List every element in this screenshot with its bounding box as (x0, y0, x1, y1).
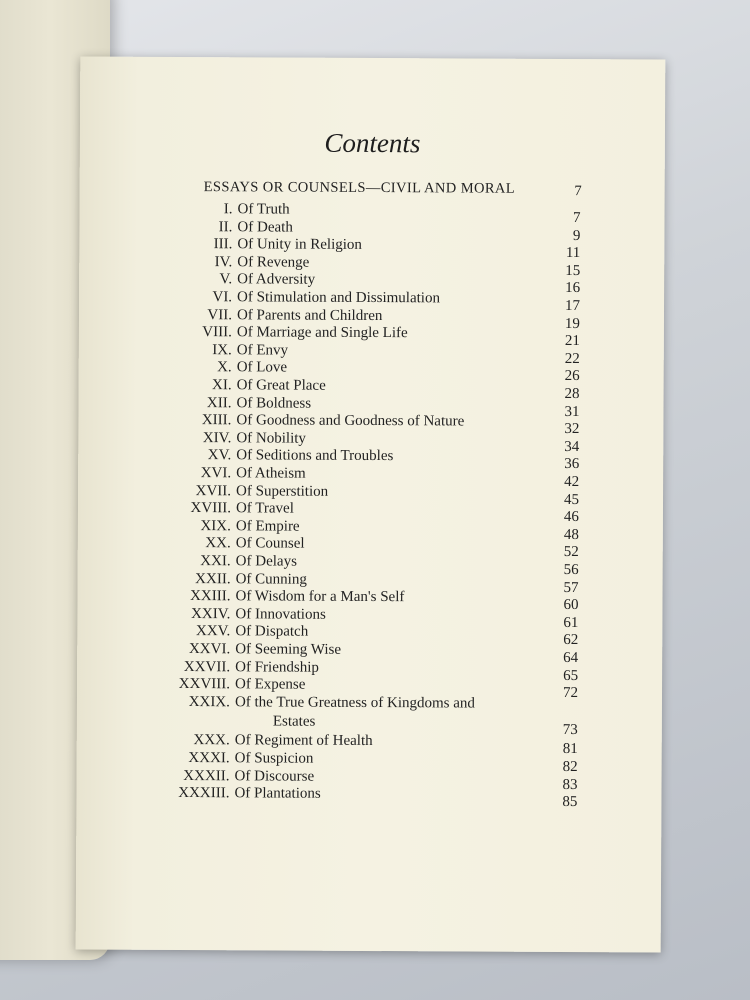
entry-title: Of Great Place (236, 377, 326, 394)
entry-numeral: VI. (212, 289, 233, 306)
entry-title: Of Expense (235, 676, 306, 693)
entry-title: Of Death (237, 218, 293, 236)
entry-page-number: 64 (563, 650, 579, 667)
entry-page-number: 19 (564, 315, 580, 332)
entry-title: Of Envy (236, 342, 289, 359)
entry-page-number: 57 (563, 579, 579, 596)
entry-title: Of Regiment of Health (234, 732, 373, 750)
entry-page-number: 56 (563, 562, 579, 579)
entry-numeral: XXX. (193, 732, 230, 749)
entry-page-number: 46 (563, 509, 579, 526)
entry-numeral: X. (217, 359, 232, 376)
entry-numeral: XXXI. (188, 749, 230, 767)
entry-title: Of Counsel (235, 535, 305, 553)
entry-numeral: XI. (212, 377, 232, 394)
entry-title: Of Dispatch (235, 623, 309, 641)
entry-page-number: 72 (562, 685, 579, 702)
entry-page-number: 52 (563, 544, 579, 561)
entry-title: Of Seditions and Troubles (236, 447, 394, 465)
entry-numeral: XXIX. (188, 693, 231, 711)
entry-numeral: III. (213, 236, 233, 253)
entry-numeral: V. (219, 271, 233, 288)
entry-numeral: XXVII. (183, 658, 231, 675)
entry-title: Of Delays (235, 553, 297, 570)
entry-title: Of Goodness and Goodness of Nature (236, 412, 465, 430)
entry-title: Of Atheism (236, 465, 306, 482)
entry-title: Of Superstition (236, 482, 329, 500)
entry-page-number: 7 (572, 210, 581, 227)
entry-title: Of Revenge (237, 254, 310, 271)
entry-page-number: 22 (564, 350, 580, 367)
entry-title: Of the True Greatness of Kingdoms and (234, 694, 475, 712)
entry-numeral: XXVI. (188, 641, 231, 658)
entry-numeral: II. (218, 218, 233, 235)
entry-page-number: 82 (562, 758, 578, 775)
entry-title: Of Cunning (235, 570, 307, 588)
entry-page-number: 28 (564, 386, 580, 403)
entry-numeral: VII. (207, 306, 233, 323)
entry-title: Of Innovations (235, 606, 326, 623)
entry-title-continuation: Estates (272, 713, 316, 730)
section-heading: ESSAYS OR COUNSELS—CIVIL AND MORAL (203, 179, 516, 197)
entry-page-number: 42 (564, 474, 580, 491)
entry-numeral: XXII. (195, 570, 231, 587)
entry-page-number: 60 (563, 597, 579, 614)
entry-page-number: 61 (563, 614, 579, 631)
entry-title: Of Friendship (235, 658, 319, 676)
toc-list (76, 200, 664, 843)
entry-numeral: XVI. (200, 465, 232, 482)
entry-page-number: 45 (563, 491, 580, 508)
entry-title: Of Plantations (234, 785, 321, 802)
entry-numeral: XIV. (202, 429, 232, 447)
entry-page-number: 26 (564, 368, 580, 385)
entry-numeral: XX. (205, 535, 231, 552)
entry-numeral: VIII. (202, 324, 232, 341)
entry-numeral: IX. (212, 341, 232, 359)
entry-numeral: XXIII. (190, 588, 231, 605)
entry-page-number: 36 (564, 456, 580, 473)
entry-page-number: 73 (562, 721, 578, 738)
toc-entry (77, 693, 662, 738)
entry-title: Of Nobility (236, 430, 306, 447)
entry-numeral: IV. (214, 253, 233, 271)
entry-title: Of Adversity (237, 271, 316, 289)
entry-numeral: I. (223, 201, 233, 218)
entry-numeral: XIX. (200, 517, 231, 535)
entry-title: Of Truth (237, 201, 290, 218)
entry-page-number: 31 (564, 403, 580, 420)
section-page-number: 7 (574, 183, 582, 200)
entry-numeral: XVIII. (190, 500, 232, 517)
entry-title: Of Marriage and Single Life (236, 324, 408, 342)
entry-title: Of Stimulation and Dissimulation (237, 289, 441, 307)
entry-title: Of Boldness (236, 394, 312, 412)
entry-numeral: XXXIII. (178, 785, 230, 802)
entry-numeral: XVII. (195, 482, 232, 499)
entry-title: Of Unity in Religion (237, 236, 362, 254)
entry-numeral: XXI. (200, 553, 231, 570)
entry-page-number: 62 (563, 632, 579, 649)
page-title: Contents (324, 127, 421, 159)
entry-numeral: XXVIII. (178, 676, 231, 693)
entry-title: Of Parents and Children (236, 306, 383, 324)
entry-numeral: XV. (207, 447, 232, 464)
entry-title: Of Love (236, 359, 288, 376)
entry-title: Of Suspicion (234, 750, 314, 767)
entry-numeral: XIII. (201, 412, 232, 429)
entry-title: Of Empire (235, 518, 300, 535)
entry-title: Of Wisdom for a Man's Self (235, 588, 405, 606)
entry-page-number: 48 (563, 526, 579, 543)
entry-page-number: 21 (564, 333, 580, 350)
entry-page-number: 9 (572, 227, 581, 244)
entry-numeral: XXXII. (183, 767, 230, 784)
entry-page-number: 83 (562, 776, 578, 793)
entry-page-number: 17 (565, 298, 581, 315)
entry-title: Of Discourse (234, 767, 315, 785)
entry-page-number: 81 (562, 741, 578, 758)
entry-page-number: 32 (564, 421, 580, 438)
entry-numeral: XXV. (195, 623, 231, 640)
entry-title: Of Seeming Wise (235, 641, 342, 658)
entry-numeral: XXIV. (191, 605, 231, 623)
toc-entry (76, 785, 661, 811)
entry-page-number: 34 (564, 438, 580, 455)
entry-numeral: XII. (206, 394, 232, 411)
entry-page-number: 15 (565, 262, 581, 279)
entry-page-number: 65 (563, 667, 579, 684)
entry-title: Of Travel (235, 500, 294, 517)
entry-page-number: 85 (562, 794, 578, 811)
contents-page (76, 56, 666, 952)
entry-page-number: 11 (565, 245, 581, 262)
entry-page-number: 16 (565, 280, 581, 297)
